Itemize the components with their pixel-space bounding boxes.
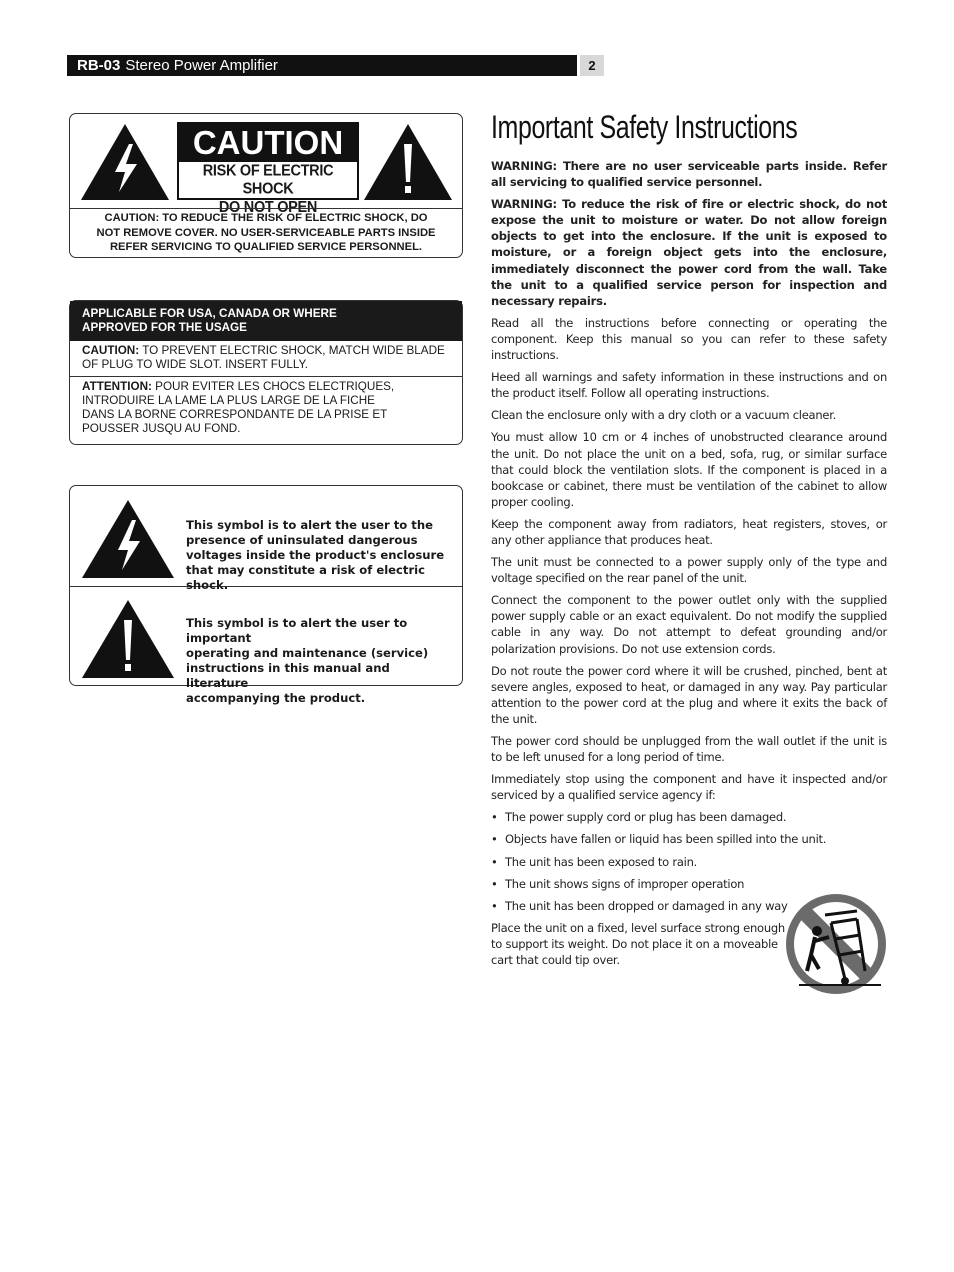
symbol-text-line: instructions in this manual and literature bbox=[186, 661, 390, 690]
list-item: • The unit has been exposed to rain. bbox=[491, 854, 887, 870]
body-paragraph: Clean the enclosure only with a dry cloth or a vacuum cleaner. bbox=[491, 408, 837, 423]
lightning-symbol-text bbox=[186, 518, 454, 593]
caution-text-line: REFER SERVICING TO QUALIFIED SERVICE PERSONNEL. bbox=[109, 241, 423, 253]
cart-tip-over-icon bbox=[785, 893, 887, 995]
attention-row bbox=[70, 377, 462, 440]
symbol-explanation-box bbox=[69, 485, 463, 705]
body-paragraph: Heed all warnings and safety information in these instructions and on the product itself. Follow all operating instructions. bbox=[491, 370, 887, 401]
warning-paragraph: WARNING: To reduce the risk of fire or electric shock, do not expose the unit to moisture or water. Do not allow foreign objects to get into the enclosure. If the unit is exposed to moisture, or a foreign object gets into the enclosure, immediately disconnect the power cord from the wall. Take the unit to a qualified service person for inspection and necessary repairs. bbox=[491, 197, 887, 308]
caution-row bbox=[70, 341, 462, 377]
attention-row-label: ATTENTION: bbox=[82, 380, 152, 393]
symbol-text-line: operating and maintenance (service) bbox=[186, 646, 429, 660]
caution-text bbox=[70, 208, 462, 259]
body-paragraph: You must allow 10 cm or 4 inches of unobstructed clearance around the unit. Do not place the unit on a bed, sofa, rug, or similar surface that could block the ventilation slots. If the component is placed in a bookcase or cabinet, there must be ventilation of the cabinet to allow proper cooling. bbox=[491, 430, 887, 509]
applicable-box bbox=[69, 300, 463, 445]
warning-paragraph: WARNING: There are no user serviceable parts inside. Refer all servicing to qualified service personnel. bbox=[491, 159, 887, 190]
exclamation-warning-icon bbox=[362, 122, 454, 202]
header-bar bbox=[67, 55, 577, 76]
exclamation-symbol-row bbox=[70, 586, 462, 705]
product-title: Stereo Power Amplifier bbox=[125, 57, 278, 74]
body-paragraph: The power cord should be unplugged from the wall outlet if the unit is to be left unused for a long period of time. bbox=[491, 734, 887, 765]
attention-row-text: POUSSER JUSQU AU FOND. bbox=[82, 422, 241, 435]
attention-row-text: INTRODUIRE LA LAME LA PLUS LARGE DE LA FICHE bbox=[82, 394, 375, 407]
symbol-text-line: This symbol is to alert the user to important bbox=[186, 616, 408, 645]
body-paragraph: Do not route the power cord where it will be crushed, pinched, bent at severe angles, exposed to heat, or damaged in any way. Pay particular attention to the power cord at the plug and where it exits the back of the unit. bbox=[491, 663, 887, 726]
attention-row-text: POUR EVITER LES CHOCS ELECTRIQUES, bbox=[155, 380, 395, 393]
symbol-text-line: voltages inside the product's enclosure bbox=[186, 548, 445, 562]
caution-row-text: TO PREVENT ELECTRIC SHOCK, MATCH WIDE BLADE bbox=[142, 344, 445, 357]
list-item: • Objects have fallen or liquid has been spilled into the unit. bbox=[491, 831, 887, 847]
applicable-heading bbox=[70, 301, 462, 341]
caution-top bbox=[70, 114, 462, 217]
caution-row-text: OF PLUG TO WIDE SLOT. INSERT FULLY. bbox=[82, 358, 309, 371]
list-item: • The unit shows signs of improper operation bbox=[491, 876, 887, 892]
symbol-text-line: that may constitute a risk of electric shock. bbox=[186, 563, 426, 592]
body-paragraph: Keep the component away from radiators, heat registers, stoves, or any other appliance that produces heat. bbox=[491, 516, 887, 547]
do-not-open-line: DO NOT OPEN bbox=[218, 199, 318, 217]
lightning-warning-icon bbox=[80, 498, 176, 580]
list-item: • The power supply cord or plug has been damaged. bbox=[491, 809, 887, 825]
page-number: 2 bbox=[580, 55, 604, 76]
lightning-warning-icon bbox=[79, 122, 171, 202]
symbol-text-line: This symbol is to alert the user to the bbox=[186, 518, 433, 532]
safety-instructions bbox=[491, 108, 887, 974]
caution-box bbox=[69, 113, 463, 258]
symbol-text-line: presence of uninsulated dangerous bbox=[186, 533, 418, 547]
cart-warning-paragraph: Place the unit on a fixed, level surface strong enough to support its weight. Do not place it on a moveable cart that could tip over. bbox=[491, 920, 785, 968]
symbol-text-line: accompanying the product. bbox=[186, 691, 366, 705]
applicable-heading-line: APPLICABLE FOR USA, CANADA OR WHERE bbox=[82, 307, 337, 320]
caution-text-line: CAUTION: TO REDUCE THE RISK OF ELECTRIC SHOCK, DO bbox=[104, 212, 428, 224]
body-paragraph: Connect the component to the power outlet only with the supplied power supply cable or an exact equivalent. Do not modify the supplied cable in any way. Do not attempt to defeat grounding and/or polarization provisions. Do not use extension cords. bbox=[491, 593, 887, 656]
caution-label bbox=[177, 122, 359, 217]
attention-row-text: DANS LA BORNE CORRESPONDANTE DE LA PRISE ET bbox=[82, 408, 388, 421]
caution-text-line: NOT REMOVE COVER. NO USER-SERVICEABLE PARTS INSIDE bbox=[96, 226, 436, 239]
exclamation-warning-icon bbox=[80, 598, 176, 680]
list-item: • The unit has been dropped or damaged in any way bbox=[491, 898, 887, 914]
risk-line: RISK OF ELECTRIC SHOCK bbox=[202, 163, 334, 198]
page-title: Important Safety Instructions bbox=[491, 109, 798, 145]
exclamation-symbol-text bbox=[186, 616, 454, 706]
body-paragraph: Read all the instructions before connecting or operating the component. Keep this manual so you can refer to these safety instructions. bbox=[491, 315, 887, 363]
caution-heading: CAUTION bbox=[179, 124, 357, 162]
body-paragraph: Immediately stop using the component and have it inspected and/or serviced by a qualified service agency if: bbox=[491, 772, 887, 803]
lightning-symbol-row bbox=[70, 486, 462, 592]
applicable-heading-line: APPROVED FOR THE USAGE bbox=[82, 321, 247, 334]
caution-row-label: CAUTION: bbox=[82, 344, 140, 357]
body-paragraph: The unit must be connected to a power supply only of the type and voltage specified on the rear panel of the unit. bbox=[491, 555, 887, 586]
model-name: RB-03 bbox=[77, 57, 121, 74]
